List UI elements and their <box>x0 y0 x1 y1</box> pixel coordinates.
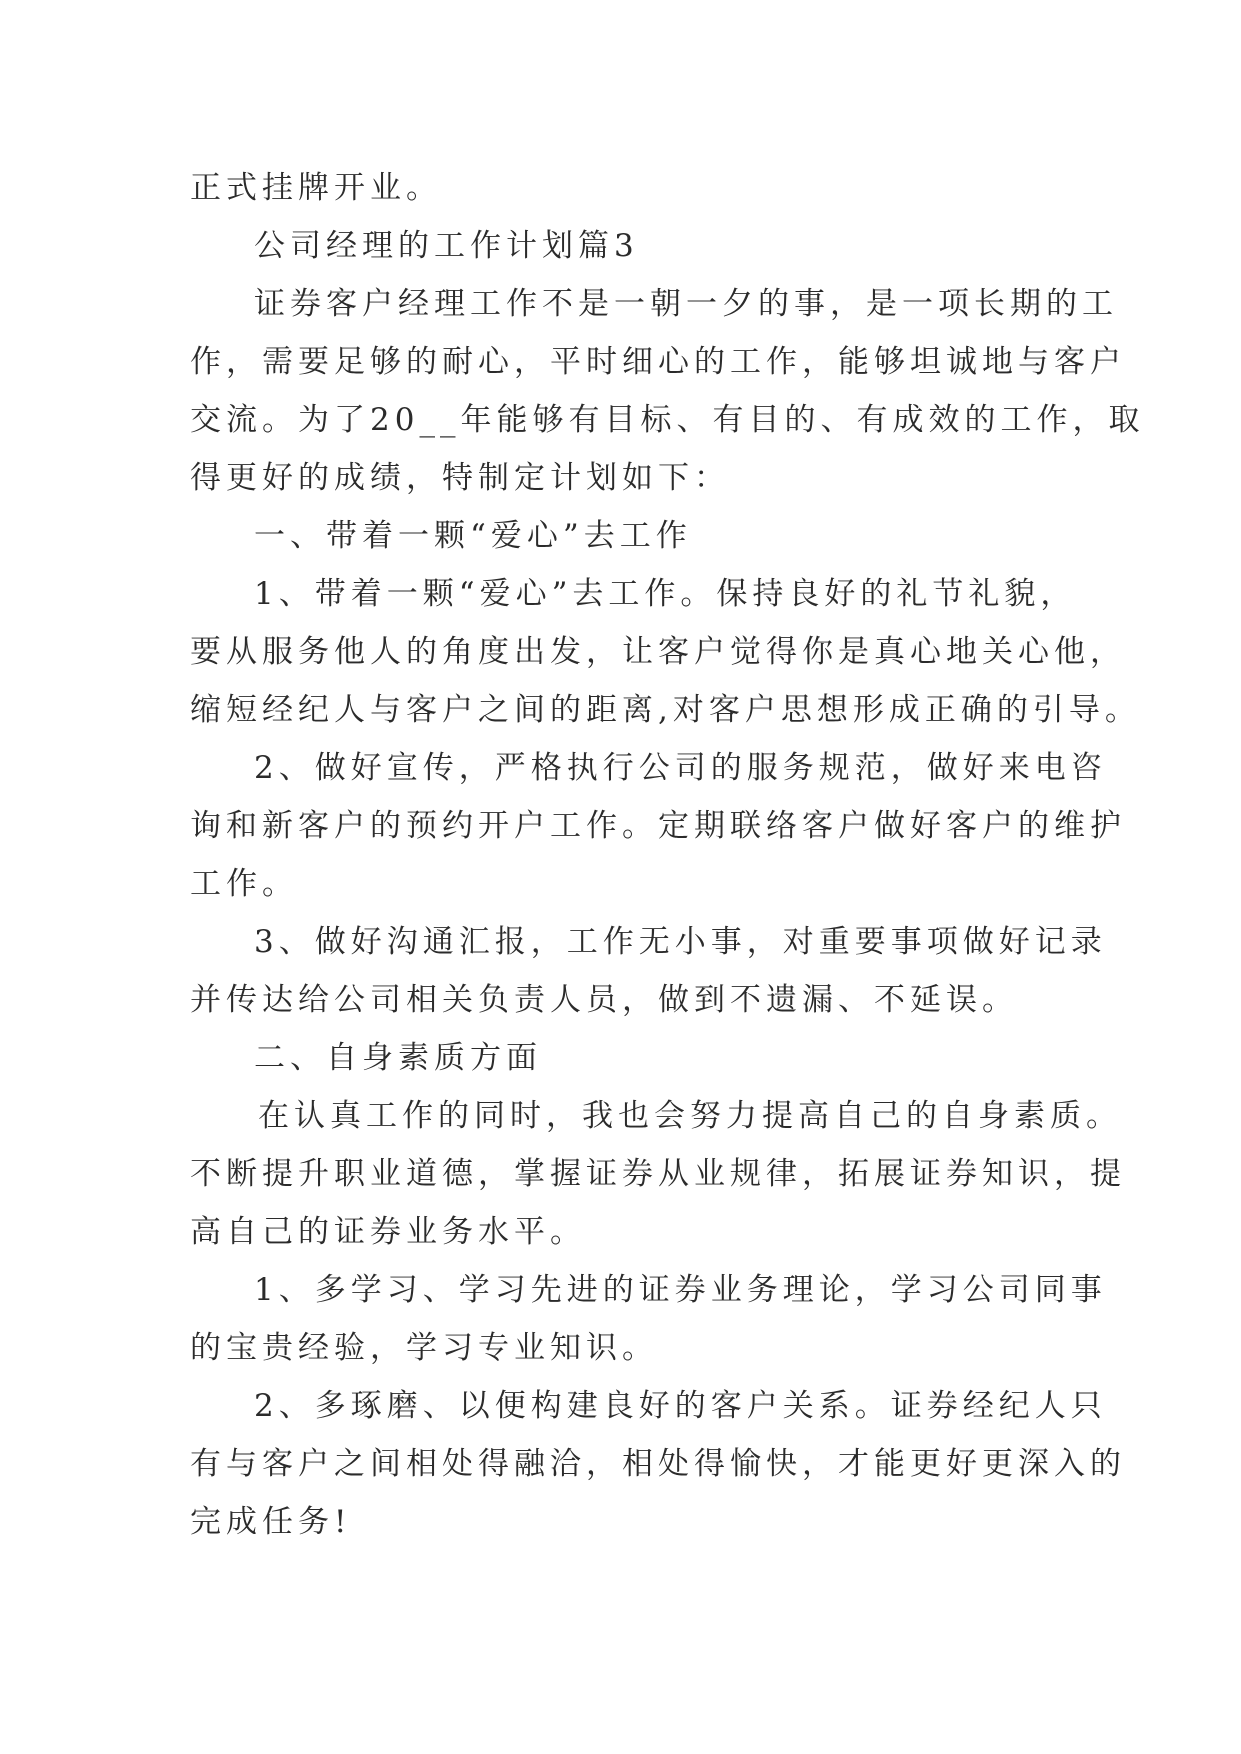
subheading: 一、带着一颗“爱心”去工作 <box>254 518 692 554</box>
text-line: 交流。为了20__年能够有目标、有目的、有成效的工作，取 <box>190 402 1145 438</box>
text-line: 缩短经纪人与客户之间的距离,对客户思想形成正确的引导。 <box>190 692 1141 728</box>
text-line: 证券客户经理工作不是一朝一夕的事，是一项长期的工 <box>254 286 1118 322</box>
text-line: 在认真工作的同时，我也会努力提高自己的自身素质。 <box>258 1098 1122 1134</box>
text-line: 2、多琢磨、以便构建良好的客户关系。证券经纪人只 <box>254 1388 1107 1424</box>
text-line: 2、做好宣传，严格执行公司的服务规范，做好来电咨 <box>254 750 1107 786</box>
text-line: 作，需要足够的耐心，平时细心的工作，能够坦诚地与客户 <box>190 344 1126 380</box>
text-line: 得更好的成绩，特制定计划如下： <box>190 460 730 496</box>
text-line: 不断提升职业道德，掌握证券从业规律，拓展证券知识，提 <box>190 1156 1126 1192</box>
text-line: 要从服务他人的角度出发，让客户觉得你是真心地关心他， <box>190 634 1126 670</box>
text-line: 1、多学习、学习先进的证券业务理论，学习公司同事 <box>254 1272 1107 1308</box>
text-line: 完成任务! <box>190 1504 352 1540</box>
text-line: 1、带着一颗“爱心”去工作。保持良好的礼节礼貌， <box>254 576 1077 612</box>
text-line: 高自己的证券业务水平。 <box>190 1214 586 1250</box>
subheading: 二、自身素质方面 <box>254 1040 542 1076</box>
text-line: 正式挂牌开业。 <box>190 170 442 206</box>
text-line: 有与客户之间相处得融洽，相处得愉快，才能更好更深入的 <box>190 1446 1126 1482</box>
text-line: 的宝贵经验，学习专业知识。 <box>190 1330 658 1366</box>
text-line: 工作。 <box>190 866 298 902</box>
text-line: 并传达给公司相关负责人员，做到不遗漏、不延误。 <box>190 982 1018 1018</box>
text-line: 3、做好沟通汇报，工作无小事，对重要事项做好记录 <box>254 924 1107 960</box>
section-heading: 公司经理的工作计划篇3 <box>254 228 639 264</box>
text-line: 询和新客户的预约开户工作。定期联络客户做好客户的维护 <box>190 808 1126 844</box>
